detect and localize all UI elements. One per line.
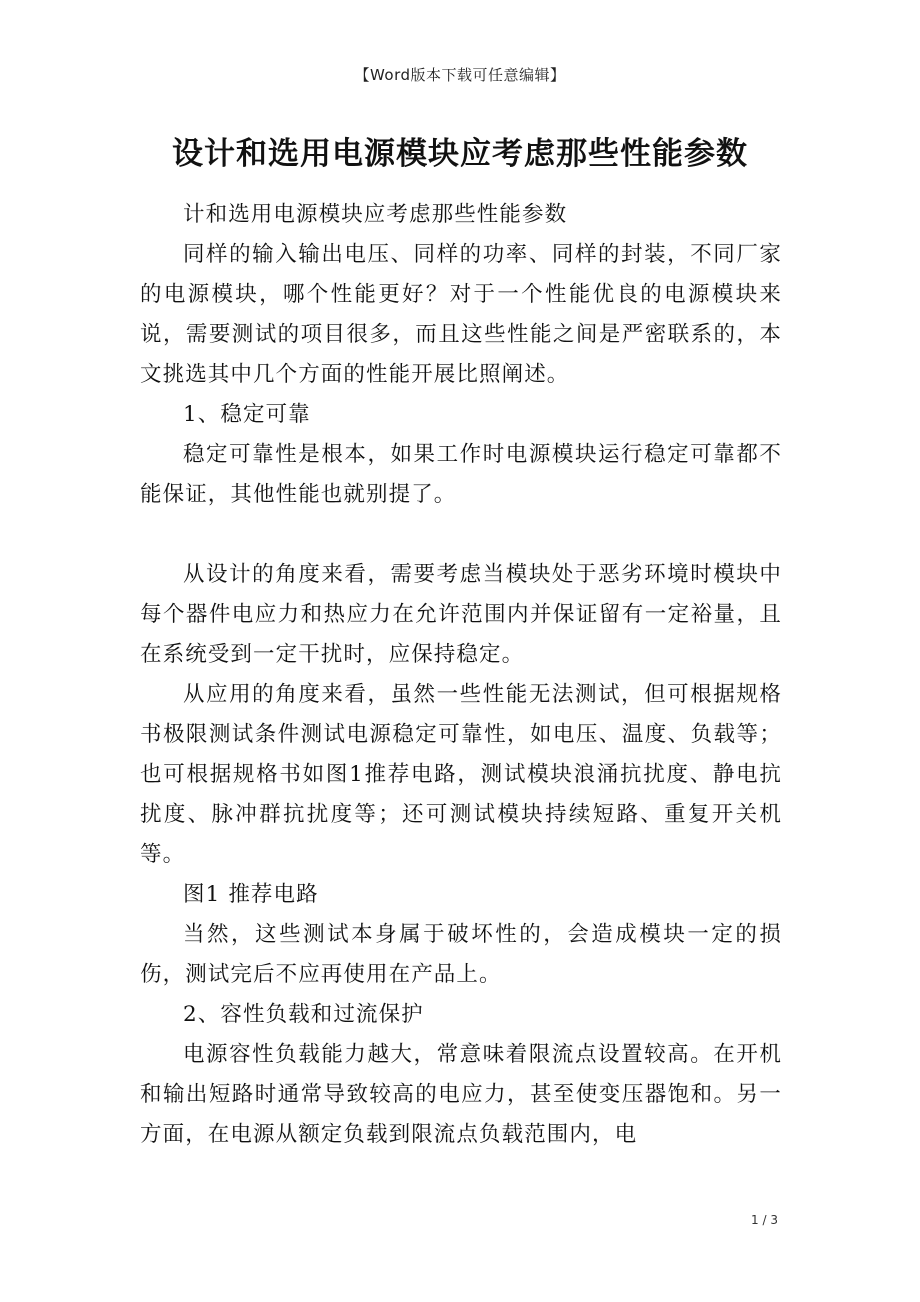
blank-line bbox=[140, 515, 782, 555]
figure-caption: 图1 推荐电路 bbox=[183, 882, 319, 907]
paragraph-capacitive-load: 电源容性负载能力越大，常意味着限流点设置较高。在开机和输出短路时通常导致较高的电应力，甚至使变压器饱和。另一方面，在电源从额定负载到限流点负载范围内，电 bbox=[140, 1042, 782, 1147]
section-heading-capacitive-load: 2、容性负载和过流保护 bbox=[183, 1002, 424, 1027]
paragraph-subtitle: 计和选用电源模块应考虑那些性能参数 bbox=[183, 202, 568, 227]
paragraph-intro: 同样的输入输出电压、同样的功率、同样的封装，不同厂家的电源模块，哪个性能更好？对于一个性能优良的电源模块来说，需要测试的项目很多，而且这些性能之间是严密联系的，本文挑选其中几个方面的性能开展比照阐述。 bbox=[140, 242, 782, 387]
paragraph-application-view: 从应用的角度来看，虽然一些性能无法测试，但可根据规格书极限测试条件测试电源稳定可靠性，如电压、温度、负载等；也可根据规格书如图1推荐电路，测试模块浪涌抗扰度、静电抗扰度、脉冲群抗扰度等；还可测试模块持续短路、重复开关机等。 bbox=[140, 682, 782, 867]
page-number: 1 / 3 bbox=[751, 1213, 778, 1227]
document-header: 【Word版本下载可任意编辑】 bbox=[354, 66, 566, 84]
paragraph-stability: 稳定可靠性是根本，如果工作时电源模块运行稳定可靠都不能保证，其他性能也就别提了。 bbox=[140, 442, 782, 507]
paragraph-destructive-tests: 当然，这些测试本身属于破坏性的，会造成模块一定的损伤，测试完后不应再使用在产品上。 bbox=[140, 922, 782, 987]
paragraph-design-view: 从设计的角度来看，需要考虑当模块处于恶劣环境时模块中每个器件电应力和热应力在允许范围内并保证留有一定裕量，且在系统受到一定干扰时，应保持稳定。 bbox=[140, 562, 782, 667]
section-heading-stability: 1、稳定可靠 bbox=[183, 402, 311, 427]
document-body bbox=[140, 195, 782, 1155]
document-title: 设计和选用电源模块应考虑那些性能参数 bbox=[172, 136, 748, 172]
